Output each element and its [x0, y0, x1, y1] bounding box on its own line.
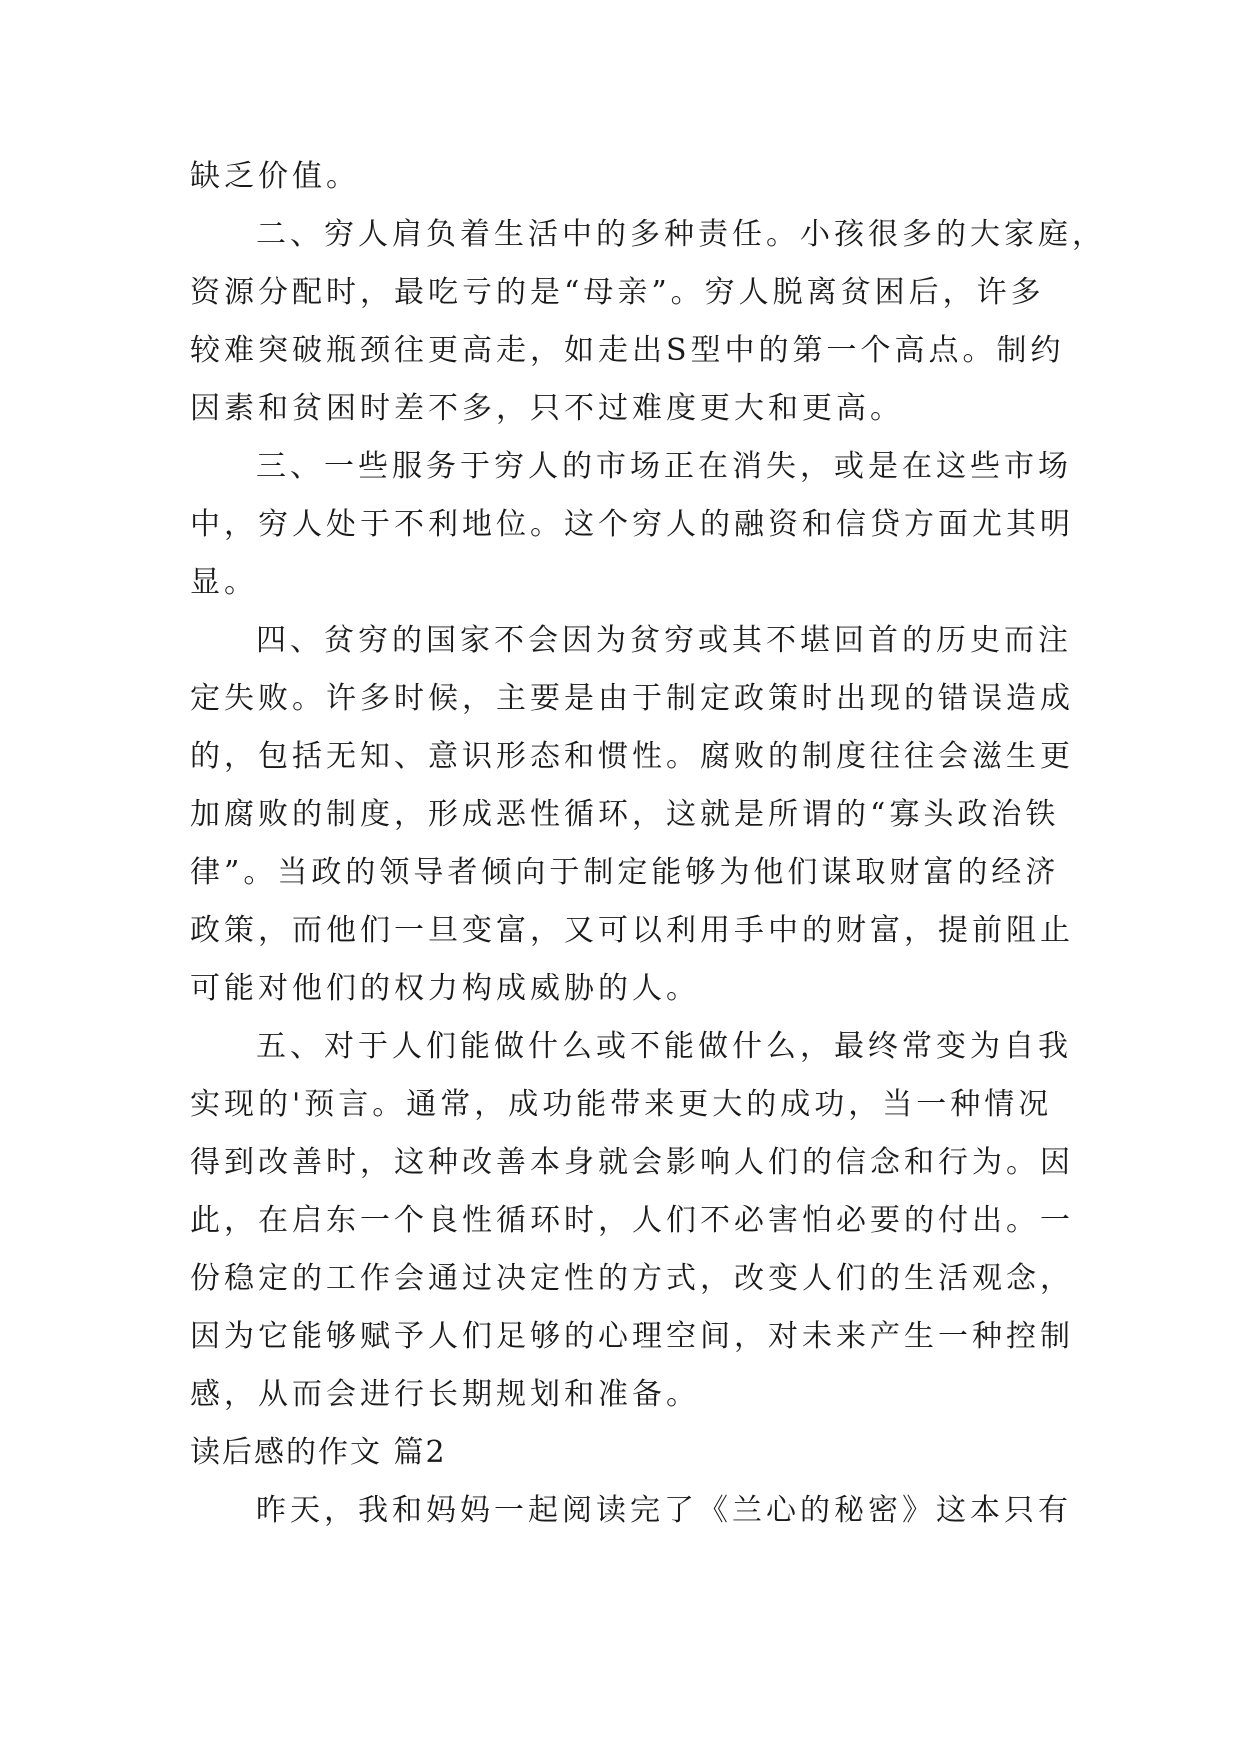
- text-line: 较难突破瓶颈往更高走，如走出S型中的第一个高点。制约: [190, 333, 1065, 368]
- text-line: 显。: [190, 565, 258, 600]
- text-line: 实现的'预言。通常，成功能带来更大的成功，当一种情况: [190, 1087, 1053, 1122]
- text-line: 缺乏价值。: [190, 159, 360, 194]
- text-line: 加腐败的制度，形成恶性循环，这就是所谓的“寡头政治铁: [190, 797, 1060, 832]
- text-line: 因为它能够赋予人们足够的心理空间，对未来产生一种控制: [190, 1319, 1074, 1354]
- text-line: 律”。当政的领导者倾向于制定能够为他们谋取财富的经济: [190, 855, 1060, 890]
- paragraph-start-line: 昨天，我和妈妈一起阅读完了《兰心的秘密》这本只有: [256, 1493, 1072, 1528]
- text-line: 此，在启东一个良性循环时，人们不必害怕必要的付出。一: [190, 1203, 1074, 1238]
- text-line: 份稳定的工作会通过决定性的方式，改变人们的生活观念，: [190, 1261, 1074, 1296]
- paragraph-start-line: 五、对于人们能做什么或不能做什么，最终常变为自我: [256, 1029, 1072, 1064]
- paragraph-start-line: 四、贫穷的国家不会因为贫穷或其不堪回首的历史而注: [256, 623, 1072, 658]
- text-line: 可能对他们的权力构成威胁的人。: [190, 971, 700, 1006]
- paragraph-start-line: 三、一些服务于穷人的市场正在消失，或是在这些市场: [256, 449, 1072, 484]
- document-body: [190, 148, 1106, 1540]
- text-line: 得到改善时，这种改善本身就会影响人们的信念和行为。因: [190, 1145, 1074, 1180]
- text-line: 政策，而他们一旦变富，又可以利用手中的财富，提前阻止: [190, 913, 1074, 948]
- section-heading: 读后感的作文 篇2: [190, 1435, 447, 1470]
- paragraph-start-line: 二、穷人肩负着生活中的多种责任。小孩很多的大家庭，: [256, 217, 1106, 252]
- text-line: 资源分配时，最吃亏的是“母亲”。穷人脱离贫困后，许多: [190, 275, 1045, 310]
- text-line: 中，穷人处于不利地位。这个穷人的融资和信贷方面尤其明: [190, 507, 1074, 542]
- text-line: 因素和贫困时差不多，只不过难度更大和更高。: [190, 391, 904, 426]
- text-line: 的，包括无知、意识形态和惯性。腐败的制度往往会滋生更: [190, 739, 1074, 774]
- text-line: 定失败。许多时候，主要是由于制定政策时出现的错误造成: [190, 681, 1074, 716]
- text-line: 感，从而会进行长期规划和准备。: [190, 1377, 700, 1412]
